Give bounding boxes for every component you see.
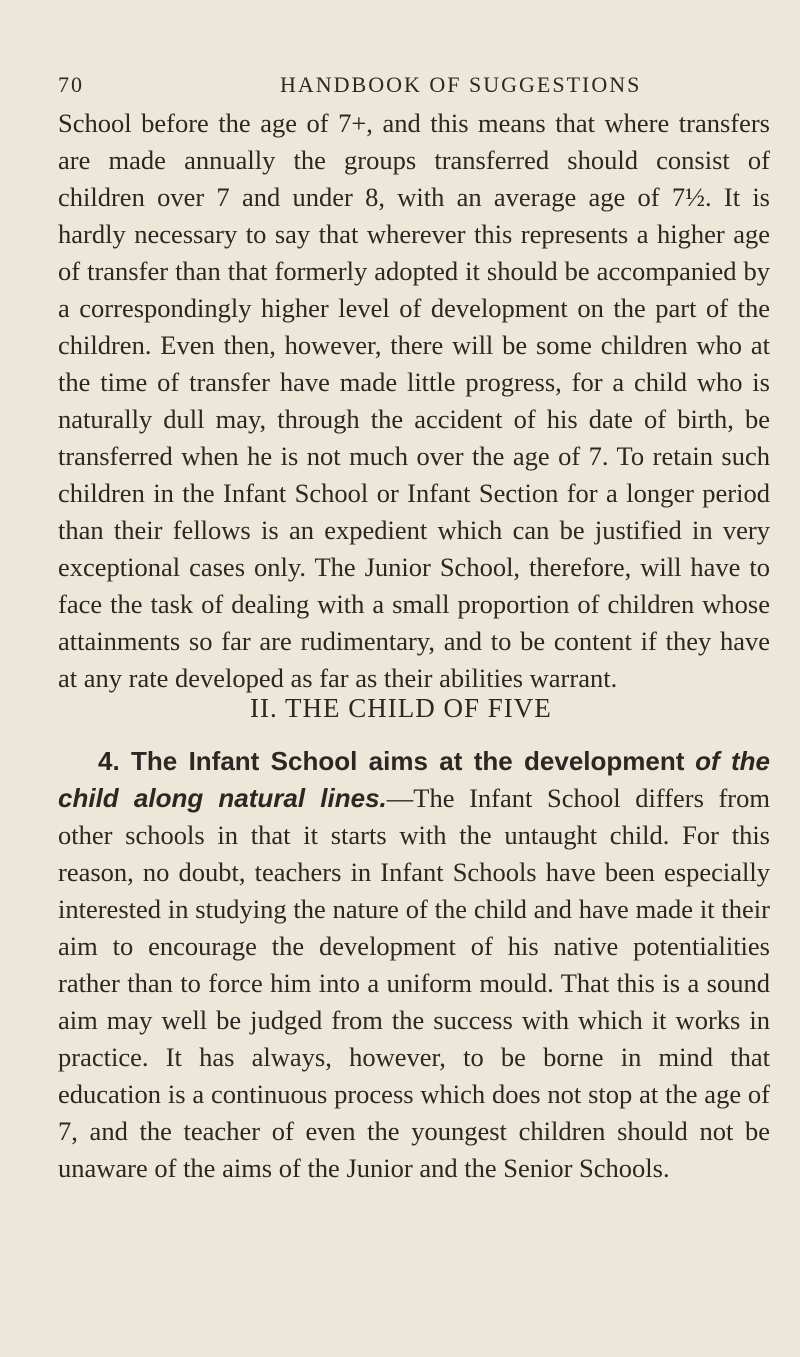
section-heading: II. THE CHILD OF FIVE <box>250 693 552 723</box>
running-head <box>58 70 766 100</box>
paragraph-lead-bold-italic: of the child along natural lines. <box>58 746 771 813</box>
paragraph-lead-bold: 4. The Infant School aims at the development <box>98 746 685 776</box>
running-title: HANDBOOK OF SUGGESTIONS <box>280 72 642 97</box>
page-number: 70 <box>58 72 84 97</box>
paragraph-section-4 <box>58 743 770 1187</box>
paragraph-continued: School before the age of 7+, and this means that where transfers are made annually the groups transferred should consist of children over 7 and under 8, with an average age of 7½. It is hardly necessary to say that wherever this represents a higher age of transfer than that formerly adopted it should be accompanied by a correspondingly higher level of development on the part of the children. Even then, however, there will be some children who at the time of transfer have made little progress, for a child who is naturally dull may, through the accident of his date of birth, be transferred when he is not much over the age of 7. To retain such children in the Infant School or Infant Section for a longer period than their fellows is an expedient which can be justified in very exceptional cases only. The Junior School, therefore, will have to face the task of dealing with a small proportion of children whose attainments so far are rudimentary, and to be content if they have at any rate developed as far as their abilities warrant. <box>58 108 770 693</box>
paragraph-body: —The Infant School differs from other schools in that it starts with the untaught child. For this reason, no doubt, teachers in Infant Schools have been especially interested in studying the nature of the child and have made it their aim to encourage the development of his native potentialities rather than to force him into a uniform mould. That this is a sound aim may well be judged from the success with which it works in practice. It has always, however, to be borne in mind that education is a continuous process which does not stop at the age of 7, and the teacher of even the youngest children should not be unaware of the aims of the Junior and the Senior Schools. <box>58 783 770 1183</box>
